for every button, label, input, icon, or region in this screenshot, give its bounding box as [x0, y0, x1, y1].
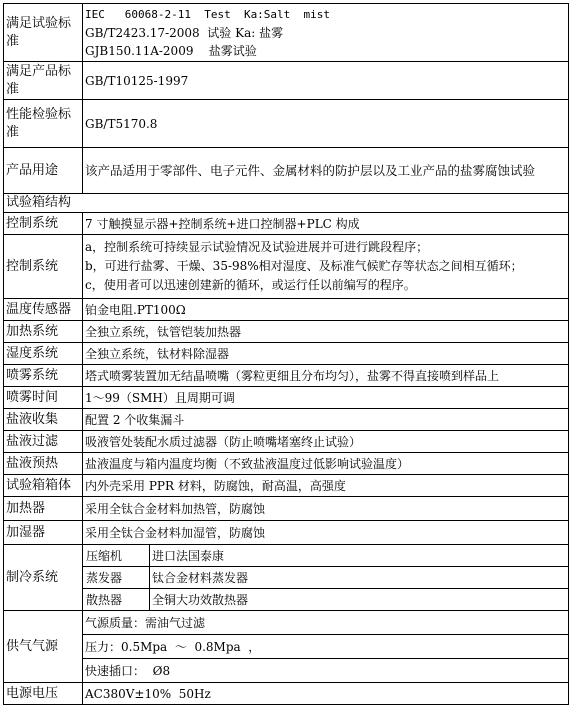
salt-collect-value: 配置 2 个收集漏斗	[83, 409, 569, 431]
salt-collect-label: 盐液收集	[4, 409, 83, 431]
compressor-label: 压缩机	[83, 545, 150, 567]
table-row	[4, 321, 569, 343]
table-row	[4, 194, 569, 213]
table-row	[4, 148, 569, 194]
table-row	[4, 635, 569, 659]
table-row	[4, 589, 569, 611]
control-label: 控制系统	[4, 213, 83, 235]
spec-table	[3, 3, 569, 705]
heating-label: 加热系统	[4, 321, 83, 343]
table-row	[4, 611, 569, 635]
usage-value: 该产品适用于零部件、电子元件、金属材料的防护层以及工业产品的盐雾腐蚀试验	[83, 148, 569, 194]
control2-label: 控制系统	[4, 235, 83, 299]
table-row	[4, 365, 569, 387]
heater-value: 采用全钛合金材料加热管，防腐蚀	[83, 497, 569, 521]
humidifier-label: 加湿器	[4, 521, 83, 545]
table-row	[4, 343, 569, 365]
evaporator-label: 蒸发器	[83, 567, 150, 589]
compressor-value: 进口法国泰康	[150, 545, 569, 567]
table-row	[4, 409, 569, 431]
table-row	[4, 235, 569, 299]
spray-label: 喷雾系统	[4, 365, 83, 387]
humidity-value: 全独立系统，钛材料除湿器	[83, 343, 569, 365]
salt-filter-label: 盐液过滤	[4, 431, 83, 453]
table-row	[4, 431, 569, 453]
temp-sensor-label: 温度传感器	[4, 299, 83, 321]
table-row	[4, 213, 569, 235]
salt-preheat-label: 盐液预热	[4, 453, 83, 475]
table-row	[4, 683, 569, 705]
humidifier-value: 采用全钛合金材料加湿管，防腐蚀	[83, 521, 569, 545]
air-label: 供气气源	[4, 611, 83, 683]
control2-value	[83, 235, 569, 299]
table-row	[4, 62, 569, 100]
table-row	[4, 567, 569, 589]
spray-value: 塔式喷雾装置加无结晶喷嘴（雾粒更细且分布均匀），盐雾不得直接喷到样品上	[83, 365, 569, 387]
control-value: 7 寸触摸显示器+控制系统+进口控制器+PLC 构成	[83, 213, 569, 235]
air-quality-value: 气源质量：需油气过滤	[83, 611, 569, 635]
standard-iec: IEC 60068-2-11 Test Ka:Salt mist	[85, 7, 331, 21]
standard-gjb: GJB150.11A-2009 盐雾试验	[85, 43, 257, 58]
table-row	[4, 659, 569, 683]
product-std-label: 满足产品标准	[4, 62, 83, 100]
table-row	[4, 100, 569, 148]
control-line-a: a，控制系统可持续显示试验情况及试验进展并可进行跳段程序；	[85, 240, 429, 254]
control-line-b: b，可进行盐雾、干燥、35-98%相对湿度、及标准气候贮存等状态之间相互循环；	[85, 259, 523, 273]
salt-preheat-value: 盐液温度与箱内温度均衡（不致盐液温度过低影响试验温度）	[83, 453, 569, 475]
standard-gb: GB/T2423.17-2008 试验 Ka: 盐雾	[85, 25, 284, 40]
control-line-c: c，使用者可以迅速创建新的循环，或运行任以前编写的程序。	[85, 278, 416, 292]
table-row	[4, 521, 569, 545]
structure-header: 试验箱结构	[4, 194, 569, 213]
temp-sensor-value: 铂金电阻.PT100Ω	[83, 299, 569, 321]
table-row	[4, 453, 569, 475]
power-value: AC380V±10% 50Hz	[83, 683, 569, 705]
salt-filter-value: 吸液管处装配水质过滤器（防止喷嘴堵塞终止试验）	[83, 431, 569, 453]
radiator-value: 全铜大功效散热器	[150, 589, 569, 611]
heater-label: 加热器	[4, 497, 83, 521]
chamber-body-value: 内外壳采用 PPR 材料，防腐蚀，耐高温，高强度	[83, 475, 569, 497]
standards-label: 满足试验标准	[4, 4, 83, 62]
heating-value: 全独立系统，钛管铠装加热器	[83, 321, 569, 343]
standards-value	[83, 4, 569, 62]
table-row	[4, 299, 569, 321]
radiator-label: 散热器	[83, 589, 150, 611]
perf-std-value: GB/T5170.8	[83, 100, 569, 148]
air-connector-value: 快速插口： Ø8	[83, 659, 569, 683]
air-pressure-value: 压力：0.5Mpa ～ 0.8Mpa ，	[83, 635, 569, 659]
usage-label: 产品用途	[4, 148, 83, 194]
product-std-value: GB/T10125-1997	[83, 62, 569, 100]
table-row	[4, 475, 569, 497]
table-row	[4, 545, 569, 567]
power-label: 电源电压	[4, 683, 83, 705]
cooling-label: 制冷系统	[4, 545, 83, 611]
spray-time-value: 1～99（SMH）且周期可调	[83, 387, 569, 409]
table-row	[4, 387, 569, 409]
evaporator-value: 钛合金材料蒸发器	[150, 567, 569, 589]
spray-time-label: 喷雾时间	[4, 387, 83, 409]
perf-std-label: 性能检验标准	[4, 100, 83, 148]
table-row	[4, 4, 569, 62]
humidity-label: 湿度系统	[4, 343, 83, 365]
table-row	[4, 497, 569, 521]
chamber-body-label: 试验箱箱体	[4, 475, 83, 497]
